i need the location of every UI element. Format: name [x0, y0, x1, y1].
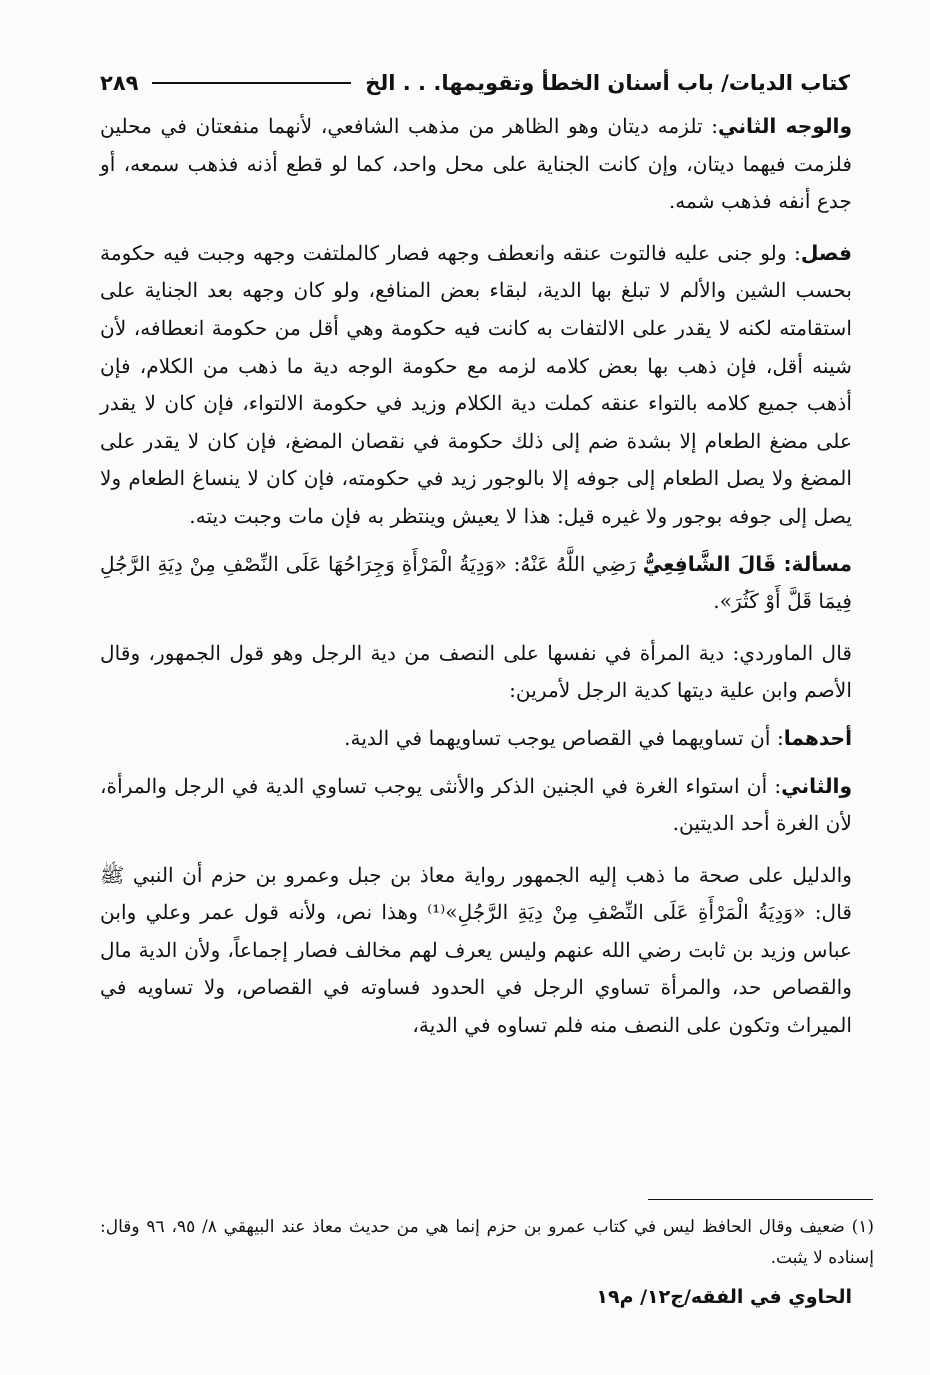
paragraph-text: قال الماوردي: دية المرأة في نفسها على النصف من دية الرجل وهو قول الجمهور، وقال الأصم وابن علية ديتها كدية الرجل لأمرين:: [100, 640, 852, 703]
paragraph-lead: مسألة: قَالَ الشَّافِعِيُّ: [642, 551, 852, 576]
paragraph-text: : تلزمه ديتان وهو الظاهر من مذهب الشافعي، لأنهما منفعتان في محلين فلزمت فيهما ديتان، وإن كانت الجناية على محل واحد، كما لو قطع أذنه فذهب سمعه، أو جدع أنفه فذهب شمه.: [100, 114, 852, 214]
paragraph-issue: [100, 546, 852, 621]
paragraph-text: والدليل على صحة ما ذهب إليه الجمهور رواية معاذ بن جبل وعمرو بن حزم أن النبي ﷺ قال: «وَدِيَةُ الْمَرْأَةِ عَلَى النِّصْفِ مِنْ دِيَةِ الرَّجُلِ»⁽¹⁾ وهذا نص، ولأنه قول عمر وعلي وابن عباس وزيد بن ثابت رضي الله عنهم وليس يعرف لهم مخالف فصار إجماعاً، ولأن الدية مال والقصاص حد، والمرأة تساوي الرجل في الحدود فساوته في القصاص، ولا تساويه في الميراث وتكون على النصف منه فلم تساوه في الدية،: [100, 862, 853, 1038]
paragraph-lead: فصل: [800, 240, 852, 265]
header-rule: [152, 82, 351, 84]
paragraph-lead: والثاني: [781, 773, 852, 798]
chapter-title: كتاب الديات/ باب أسنان الخطأ وتقويمها. . . الخ: [365, 71, 850, 95]
paragraph-mawardi: [100, 635, 852, 710]
signature-footer: الحاوي في الفقه/ج١٢/ م١٩: [596, 1286, 852, 1308]
paragraph-text: : أن استواء الغرة في الجنين الذكر والأنثى يوجب تساوي الدية في الرجل والمرأة، لأن الغرة أحد الديتين.: [100, 773, 852, 836]
main-text: [100, 108, 852, 1045]
paragraph-text: : أن تساويهما في القصاص يوجب تساويهما في الدية.: [344, 725, 784, 750]
paragraph-lead: أحدهما: [783, 725, 852, 750]
paragraph-lead: والوجه الثاني: [718, 114, 852, 138]
footnote-rule: [648, 1199, 873, 1200]
paragraph-first: [100, 720, 852, 758]
page-number: ٢٨٩: [100, 71, 139, 95]
paragraph-text: : ولو جنى عليه فالتوت عنقه وانعطف وجهه فصار كالملتفت وجهه وجبت فيه حكومة بحسب الشين والألم لا تبلغ بها الدية، لبقاء بعض المنافع، ولو كان وجهه بعد الجناية على استقامته لكنه لا يقدر على الالتفات به كانت فيه حكومة وهي أقل من حكومة انعطافه، لأن شينه أقل، فإن ذهب بها بعض كلامه لزمه مع حكومة الوجه دية ما ذهب من الكلام، فإن أذهب جميع كلامه بالتواء عنقه كملت دية الكلام وزيد في حكومة الالتواء، فإن كان لا يقدر على مضغ الطعام إلا بشدة ضم إلى ذلك حكومة في نقصان المضغ، فإن كان لا يقدر على المضغ ولا يصل الطعام إلى جوفه إلا بالوجور زيد في حكومته، فإن كان لا ينساغ الطعام ولا يصل إلى جوفه بوجور ولا غيره قيل: هذا لا يعيش وينتظر به فإن مات وجبت ديته.: [100, 240, 852, 528]
footnote: (١) ضعيف وقال الحافظ ليس في كتاب عمرو بن حزم إنما هي من حديث معاذ عند البيهقي ٨/ ٩٥، ٩٦ وقال: إسناده لا يثبت.: [100, 1217, 875, 1268]
paragraph-text: رَضِي اللَّهُ عَنْهُ: «وَدِيَةُ الْمَرْأَةِ وَجِرَاحُهَا عَلَى النِّصْفِ مِنْ دِيَةِ الرَّجُلِ فِيمَا قَلَّ أَوْ كَثُرَ».: [100, 551, 852, 614]
running-header: [100, 66, 850, 100]
paragraph-evidence: [100, 857, 852, 1045]
paragraph-second-aspect: [100, 108, 852, 221]
paragraph-second: [100, 768, 852, 843]
paragraph-section: [100, 235, 852, 536]
